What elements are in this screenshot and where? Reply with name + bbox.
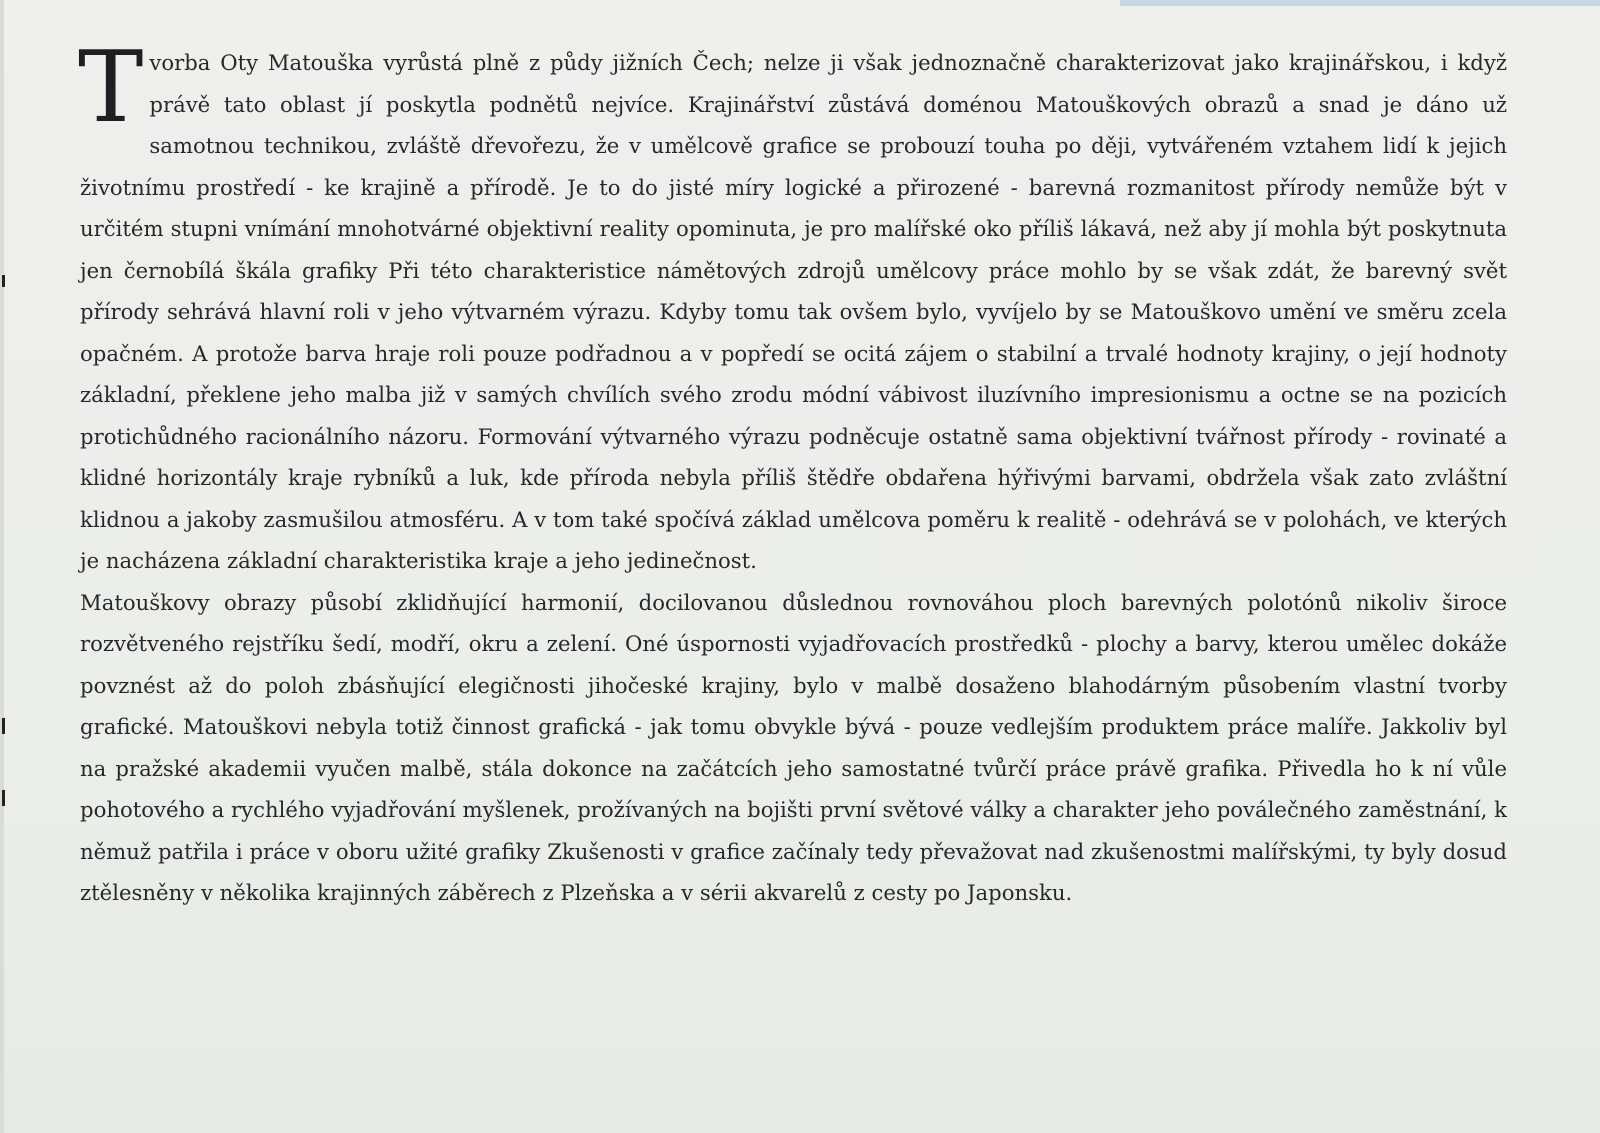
paragraph-1 xyxy=(78,31,1507,582)
scan-mark xyxy=(2,275,5,287)
scan-mark xyxy=(2,718,5,734)
scan-mark xyxy=(2,790,5,806)
page-top-edge-strip xyxy=(1120,0,1600,6)
drop-cap-initial: T xyxy=(78,31,144,145)
body-text xyxy=(78,31,1507,914)
paragraph-1-text: vorba Oty Matouška vyrůstá plně z půdy jižních Čech; nelze ji však jednoznačně charakterizovat jako krajinářskou, i když právě tato oblast jí poskytla podnětů nejvíce. Krajinářství zůstává doménou Matouškových obrazů a snad je dáno už samotnou technikou, zvláště dřevořezu, že v umělcově grafice se probouzí touha po ději, vytvářeném vztahem lidí k jejich životnímu prostředí - ke krajině a přírodě. Je to do jisté míry logické a přirozené - barevná rozmanitost přírody nemůže být v určitém stupni vnímání mnohotvárné objektivní reality opominuta, je pro malířské oko příliš lákavá, než aby jí mohla být poskytnuta jen černobílá škála grafiky Při této charakteristice námětových zdrojů umělcovy práce mohlo by se však zdát, že barevný svět přírody sehrává hlavní roli v jeho výtvarném výrazu. Kdyby tomu tak ovšem bylo, vyvíjelo by se Matouškovo umění ve směru zcela opačném. A protože barva hraje roli pouze podřadnou a v popředí se ocitá zájem o stabilní a trvalé hodnoty krajiny, o její hodnoty základní, překlene jeho malba již v samých chvílích svého zrodu módní vábivost iluzívního impresionismu a octne se na pozicích protichůdného racionálního názoru. Formování výtvarného výrazu podněcuje ostatně sama objektivní tvářnost přírody - rovinaté a klidné horizontály kraje rybníků a luk, kde příroda nebyla příliš štědře obdařena hýřivými barvami, obdržela však zato zvláštní klidnou a jakoby zasmušilou atmosféru. A v tom také spočívá základ umělcova poměru k realitě - odehrává se v polohách, ve kterých je nacházena základní charakteristika kraje a jeho jedinečnost. xyxy=(80,50,1507,573)
paragraph-2: Matouškovy obrazy působí zklidňující harmonií, docilovanou důslednou rovnováhou ploch barevných polotónů nikoliv široce rozvětveného rejstříku šedí, modří, okru a zelení. Oné úspornosti vyjadřovacích prostředků - plochy a barvy, kterou umělec dokáže povznést až do poloh zbásňující elegičnosti jihočeské krajiny, bylo v malbě dosaženo blahodárným působením vlastní tvorby grafické. Matouškovi nebyla totiž činnost grafická - jak tomu obvykle bývá - pouze vedlejším produktem práce malíře. Jakkoliv byl na pražské akademii vyučen malbě, stála dokonce na začátcích jeho samostatné tvůrčí práce právě grafika. Přivedla ho k ní vůle pohotového a rychlého vyjadřování myšlenek, prožívaných na bojišti první světové války a charakter jeho poválečného zaměstnání, k němuž patřila i práce v oboru užité grafiky Zkušenosti v grafice začínaly tedy převažovat nad zkušenostmi malířskými, ty byly dosud ztělesněny v několika krajinných záběrech z Plzeňska a v sérii akvarelů z cesty po Japonsku. xyxy=(80,589,1507,905)
page-left-edge xyxy=(0,0,4,1133)
